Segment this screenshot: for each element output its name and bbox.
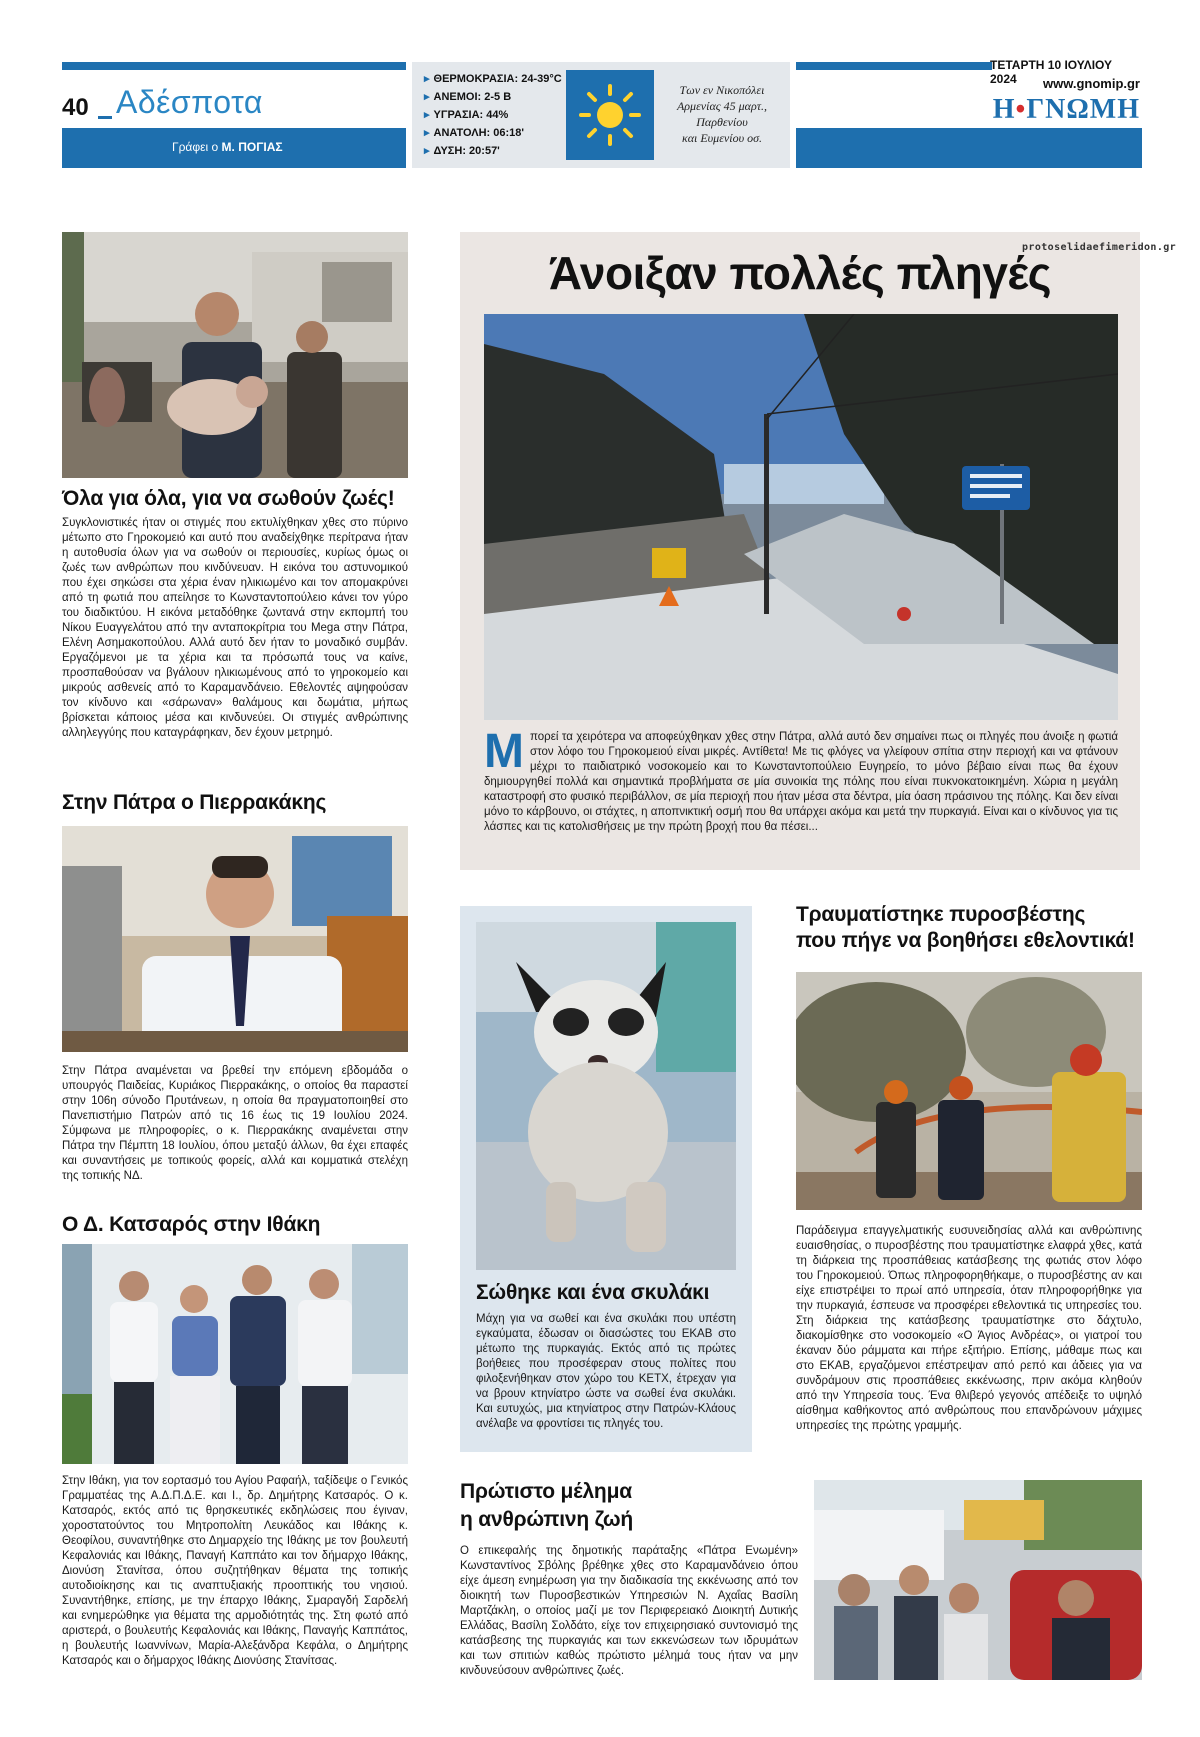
header-top-bar-right [796, 62, 992, 70]
headline-pierrakakis: Στην Πάτρα ο Πιερρακάκης [62, 791, 327, 814]
weather-list [424, 70, 574, 160]
article-katsaros-body: Στην Ιθάκη, για τον εορτασμό του Αγίου Ραφαήλ, ταξίδεψε ο Γενικός Γραμματέας της Α.Δ.Π.Δ.Ε. και Ι., δρ. Δημήτρης Κατσαρός. Ο κ. Κατσαρός, εκτός από τις θρησκευτικές εκδηλώσεις που έγιναν, χοροστατούντος του Μητροπολίτη Λευκάδος και Ιθάκης κ. Θεοφίλου, συναντήθηκε στο Δημαρχείο της Ιθάκης με τον βουλευτή Κεφαλονιάς και Ιθάκης, Παναγή Καππάτο και τον δήμαρχο Ιθάκης, Διονύση Στανίτσα, όπου συζητήθηκαν θέματα της τοπικής αυτοδιοίκησης και τις αναπτυξιακής προοπτικής του νησιού. Συναντήθηκε, επίσης, με την έπαρχο Ιθάκης, Σμαραγδή Σαρδελή και ενημερώθηκε για θέματα της αρμοδιότητάς της. Στη φωτό από αριστερά, ο βουλευτής Κεφαλονιάς και Ιθάκης, Παναγής Καππάτος, η βουλευτής Ιωαννίνων, Μαρία-Αλεξάνδρα Κεφάλα, ο Δημήτρης Κατσαρός και ο δήμαρχος Ιθάκης Διονύσης Στανίτσας. [62, 1475, 408, 1667]
weather-humidity: ▸ ΥΓΡΑΣΙΑ: 44% [424, 109, 509, 121]
byline-prefix: Γράφει ο [172, 140, 219, 154]
section-title: Αδέσποτα [116, 84, 263, 120]
article-save-lives-body: Συγκλονιστικές ήταν οι στιγμές που εκτυλίχθηκαν χθες στο πύρινο μέτωπο στο Γηροκομειό και αυτό που αναδείχθηκε περίτρανα ήταν η αυτοθυσία όλων για να σωθούν οι περιουσίες, κυρίως όμως οι ζωές των ανθρώπων που κινδύνευαν. Η εικόνα του αστυνομικού που έχει σηκώσει στα χέρια έναν ηλικιωμένο και τον απομακρύνει από τη φωτιά που απείλησε το Κωνσταντοπούλειο κάνει τον γύρο του διαδικτύου. Η εικόνα μεταδόθηκε ζωντανά στην εκπομπή του Νίκου Ευαγγελάτου από την ανταποκρίτρια του Mega στην Πάτρα, Ελένη Ασημακοπούλου. Αλλά αυτό δεν ήταν το μοναδικό συμβάν. Εργαζόμενοι με τα χέρια και τα πρόσωπά τους να καίνε, προσπαθούσαν να βγάλουν ηλικιωμένους από το γηροκομείο και μικρούς ασθενείς από το Καραμανδάνειο. Εθελοντές αψηφούσαν τον κίνδυνο και «σάρωναν» θαλάμους και δωμάτια, μήπως βρίσκεται κάποιος μέσα και κινδυνεύει. Οι στιγμές ανθρώπινης αλληλεγγύης που καταγράφηκαν, δεν έχουν μετρημό. [62, 517, 408, 739]
issue-date: ΤΕΤΑΡΤΗ 10 ΙΟΥΛΙΟΥ 2024 [990, 58, 1113, 86]
article-firefighter-body: Παράδειγμα επαγγελματικής ευσυνειδησίας αλλά και ανθρώπινης ευαισθησίας, ο πυροσβέστης που τραυματίστηκε ελαφρά χθες, κατά τη διάρκεια της προσπάθειας κατάσβεσης της φωτιάς στον λόφο του Γηροκομειού. Όπως πληροφορηθήκαμε, ο πυροσβέστης αν και είχε επιστρέψει το πρωί από υπηρεσία, όταν πληροφορήθηκε για την πυρκαγιά, έσπευσε να προσφέρει εθελοντικά τις υπηρεσίες του. Στη διάρκεια της κατάσβεσης τραυματίστηκε στο δάχτυλο, διακομίσθηκε στο νοσοκομείο «Ο Άγιος Ανδρέας», οι γιατροί του έκαναν δύο ράμματα και πήρε εξιτήριο. Επίσης, μάθαμε πως και στο ΕΚΑΒ, εργαζόμενοι επέστρεψαν από ρεπό και άδειες για να συνδράμουν στις προσπάθειες εκκένωσης, πριν ακόμα κληθούν από την Υπηρεσία τους. Ένα θλιβερό γεγονός απέδειξε το υψηλό αίσθημα καθήκοντος από ανθρώπους που επανδρώνουν μάχιμες υπηρεσίες της πρώτης γραμμής. [796, 1225, 1142, 1432]
headline-save-lives: Όλα για όλα, για να σωθούν ζωές! [62, 487, 395, 510]
weather-sunset: ▸ ΔΥΣΗ: 20:57' [424, 145, 500, 157]
sun-icon [566, 70, 654, 160]
byline [172, 140, 283, 154]
article-priority-body: Ο επικεφαλής της δημοτικής παράταξης «Πάτρα Ενωμένη» Κωνσταντίνος Σβόλης βρέθηκε χθες στο Καραμανδάνειο όπου είχε άμεση ενημέρωση για την διαδικασία της εκκένωσης από τον διοικητή των Πυροσβεστικών Υπηρεσιών Ν. Αχαΐας Βασίλη Μαρτζάκλη, ο οποίος μαζί με τον Περιφερειακό Διοικητή Δυτικής Ελλάδας, Βασίλη Σολδάτο, είχε τον επιχειρησιακό συντονισμό της κατάσβεσης της πυρκαγιάς και των εκκενώσεων των ιδρυμάτων και των σπιτιών καθώς πρώτιστο μέλημά τους ήταν να μην κινδυνεύσουν ανθρώπινες ζωές. [460, 1545, 798, 1677]
weather-wind: ▸ ΑΝΕΜΟΙ: 2-5 Β [424, 91, 512, 103]
headline-priority: Πρώτιστο μέλημα η ανθρώπινη ζωή [460, 1480, 634, 1531]
website: www.gnomip.gr [1042, 76, 1140, 91]
weather-sunrise: ▸ ΑΝΑΤΟΛΗ: 06:18' [424, 127, 524, 139]
photo-policeman-rescue [62, 232, 408, 478]
feature-dropcap: Μ [484, 725, 524, 778]
photo-katsaros-ithaca [62, 1244, 408, 1464]
byline-bar [62, 128, 406, 168]
section-underline [98, 116, 112, 119]
saints-of-day: Των εν Νικοπόλει Αρμενίας 45 μαρτ., Παρθενίου και Ευμενίου οσ. [676, 83, 768, 145]
photo-pierrakakis [62, 826, 408, 1052]
feature-headline: Άνοιξαν πολλές πληγές [548, 247, 1052, 299]
headline-katsaros: Ο Δ. Κατσαρός στην Ιθάκη [62, 1213, 321, 1236]
article-pierrakakis-body: Στην Πάτρα αναμένεται να βρεθεί την επόμενη εβδομάδα ο υπουργός Παιδείας, Κυριάκος Πιερρακάκης, ο οποίος θα παραστεί στην 106η σύνοδο Πρυτάνεων, η οποία θα πραγματοποιηθεί στο Πανεπιστήμιο Πατρών από τις 16 έως τις 19 Ιουλίου 2024. Σύμφωνα με πληροφορίες, ο κ. Πιερρακάκης αναμένεται στην Πάτρα την Πέμπτη 18 Ιουλίου, όπου μεταξύ άλλων, θα έχει επαφές και συναντήσεις με τοπικούς φορείς, αλλά και κομματικά στελέχη της τοπικής ΝΔ. [62, 1065, 408, 1182]
header-bottom-bar-right [796, 128, 1142, 168]
article-dog-body: Μάχη για να σωθεί και ένα σκυλάκι που υπέστη εγκαύματα, έδωσαν οι διασώστες του ΕΚΑΒ στο μέτωπο της πυρκαγιάς. Εκτός από τις πρώτες βοήθειες που προσέφεραν στους πολίτες που φιλοξενήθηκαν στον χώρο του ΚΕΤΧ, έτρεχαν για να βρουν κτηνίατρο ώστε να σωθεί ένα σκυλάκι. Και ευτυχώς, μια κτηνίατρος στην Πατρών-Κλάους ανέλαβε να φροντίσει τις πληγές του. [476, 1313, 736, 1430]
watermark: protoselidaefimeridon.gr [1022, 242, 1177, 253]
headline-dog: Σώθηκε και ένα σκυλάκι [476, 1281, 710, 1304]
feature-body [484, 725, 1118, 835]
weather-temperature: ▸ ΘΕΡΜΟΚΡΑΣΙΑ: 24-39°C [424, 73, 562, 85]
feature-body-text: πορεί τα χειρότερα να αποφεύχθηκαν χθες στην Πάτρα, αλλά αυτό δεν σημαίνει πως οι πληγές που άνοιξε η φωτιά στον λόφο του Γηροκομειού είναι μικρές. Αντίθετα! Με τις φλόγες να γλείφουν σπίτια στην περιοχή και να φτάνουν μέχρι το παιδιατρικό νοσοκομείο και το Κωνσταντοπούλειο Ευγηρείο, το μόνο βέβαιο είναι πως θα έχουν δημιουργηθεί πολλά και σημαντικά προβλήματα σε μία συνοικία της πόλης που είναι πυκνοκατοικημένη. Χώρια η μεγάλη καταστροφή στο φυσικό περιβάλλον, σε μία περιοχή που ήταν μέσα στα δέντρα, μία όαση πράσινου της πόλης. Και δεν είναι μόνο το κάρβουνο, οι στάχτες, η αποπνικτική οσμή που θα υπάρχει ακόμα και μετά την πυρκαγιά. Είναι και ο κίνδυνος για τις λάσπες και τις κατολισθήσεις με την πρώτη βροχή που θα πέσει... [484, 731, 1118, 833]
page-number: 40 [62, 94, 89, 121]
byline-author: Μ. ΠΟΓΙΑΣ [221, 140, 283, 154]
header-top-bar-left [62, 62, 406, 70]
photo-rescued-dog [476, 922, 736, 1270]
photo-firefighters [796, 972, 1142, 1210]
headline-firefighter: Τραυματίστηκε πυροσβέστης που πήγε να βοηθήσει εθελοντικά! [796, 903, 1135, 952]
photo-svolis-evacuation [814, 1480, 1142, 1680]
gnomi-logo: Η•ΓΝΩΜΗ [992, 94, 1140, 125]
photo-burned-road [484, 314, 1118, 720]
